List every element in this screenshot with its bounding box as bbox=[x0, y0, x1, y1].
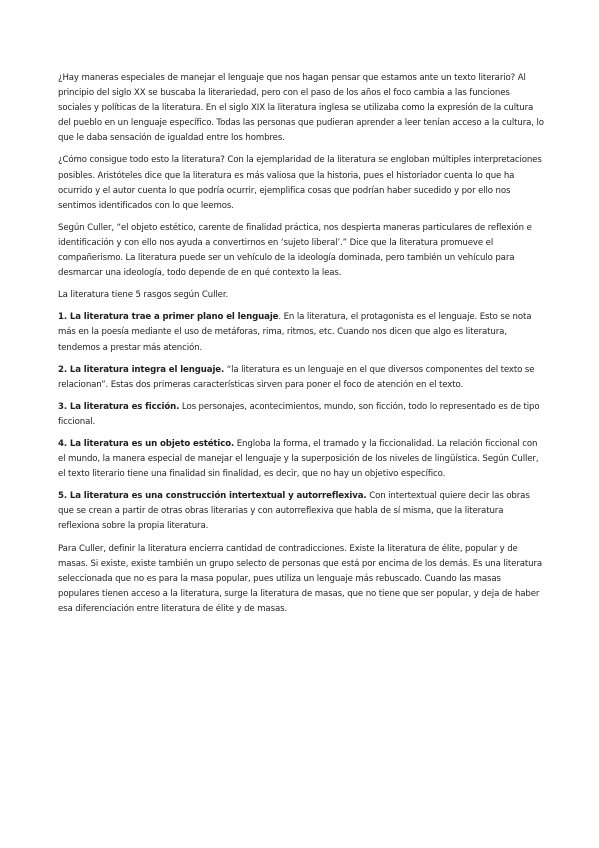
rasgo-3-body: Los personajes, acontecimientos, mundo, son ficción, todo lo representado es de tipo ficcional. bbox=[58, 401, 540, 427]
rasgo-1 bbox=[58, 310, 544, 355]
rasgo-3-heading: 3. La literatura es ficción. bbox=[58, 401, 180, 412]
document-body bbox=[58, 71, 544, 624]
paragraph-intro: ¿Hay maneras especiales de manejar el lenguaje que nos hagan pensar que estamos ante un texto literario? Al principio del siglo XX se buscaba la literariedad, pero con el paso de los años el foco cambia a las funciones sociales y políticas de la literatura. En el siglo XIX la literatura inglesa se utilizaba como la expresión de la cultura del pueblo en un lenguaje específico. Todas las personas que pudieran aprender a leer tenían acceso a la cultura, lo que le daba sensación de igualdad entre los hombres. bbox=[58, 73, 544, 144]
paragraph-culler-quote: Según Culler, “el objeto estético, carente de finalidad práctica, nos despierta maneras particulares de reflexión e identificación y con ello nos ayuda a convertirnos en ‘sujeto liberal’.” Dice que la literatura promueve el compañerismo. La literatura puede ser un vehículo de la ideología dominada, pero también un vehículo para desmarcar una ideología, todo depende de en qué contexto la leas. bbox=[58, 222, 532, 279]
paragraph-rasgos-intro: La literatura tiene 5 rasgos según Culler. bbox=[58, 290, 229, 301]
paragraph-closing: Para Culler, definir la literatura encierra cantidad de contradicciones. Existe la literatura de élite, popular y de masas. Si existe, existe también un grupo selecto de personas que está por encima de los demás. Es una literatura seleccionada que no es para la masa popular, pues utiliza un lenguaje más rebuscado. Cuando las masas populares tienen acceso a la literatura, surge la literatura de masas, que no tiene que ser popular, y deja de haber esa diferenciación entre literatura de élite y de masas. bbox=[58, 543, 543, 614]
rasgo-2-body: “la literatura es un lenguaje en el que diversos componentes del texto se relacionan”. Estas dos primeras características sirven para poner el foco de atención en el texto. bbox=[58, 364, 535, 390]
rasgo-4-heading: 4. La literatura es un objeto estético. bbox=[58, 438, 235, 449]
paragraph-ejemplaridad: ¿Cómo consigue todo esto la literatura? Con la ejemplaridad de la literatura se engloban múltiples interpretaciones posibles. Aristóteles dice que la literatura es más valiosa que la historia, pues el historiador cuenta lo que ha ocurrido y el autor cuenta lo que podría ocurrir, ejemplifica cosas que podrían haber sucedido y por ello nos sentimos identificados con lo que leemos. bbox=[58, 155, 542, 211]
rasgo-2 bbox=[58, 363, 544, 393]
rasgo-5-body: Con intertextual quiere decir las obras que se crean a partir de otras obras literarias y con autorreflexiva que habla de sí misma, que la literatura reflexiona sobre la propia literatura. bbox=[58, 491, 530, 532]
rasgo-5 bbox=[58, 489, 544, 534]
rasgo-4 bbox=[58, 437, 544, 482]
rasgo-5-heading: 5. La literatura es una construcción intertextual y autorreflexiva. bbox=[58, 491, 367, 502]
rasgo-4-body: Engloba la forma, el tramado y la ficcionalidad. La relación ficcional con el mundo, la manera especial de manejar el lenguaje y la superposición de los niveles de lingüística. Según Culler, el texto literario tiene una finalidad sin finalidad, es decir, que no hay un objetivo específico. bbox=[58, 438, 539, 480]
rasgo-1-heading: 1. La literatura trae a primer plano el lenguaje bbox=[58, 312, 279, 323]
rasgo-1-body: . En la literatura, el protagonista es el lenguaje. Esto se nota más en la poesía mediante el uso de metáforas, rima, ritmos, etc. Cuando nos dicen que algo es literatura, tendemos a prestar más atención. bbox=[58, 312, 532, 353]
rasgo-3 bbox=[58, 400, 544, 430]
rasgo-2-heading: 2. La literatura integra el lenguaje. bbox=[58, 364, 225, 375]
